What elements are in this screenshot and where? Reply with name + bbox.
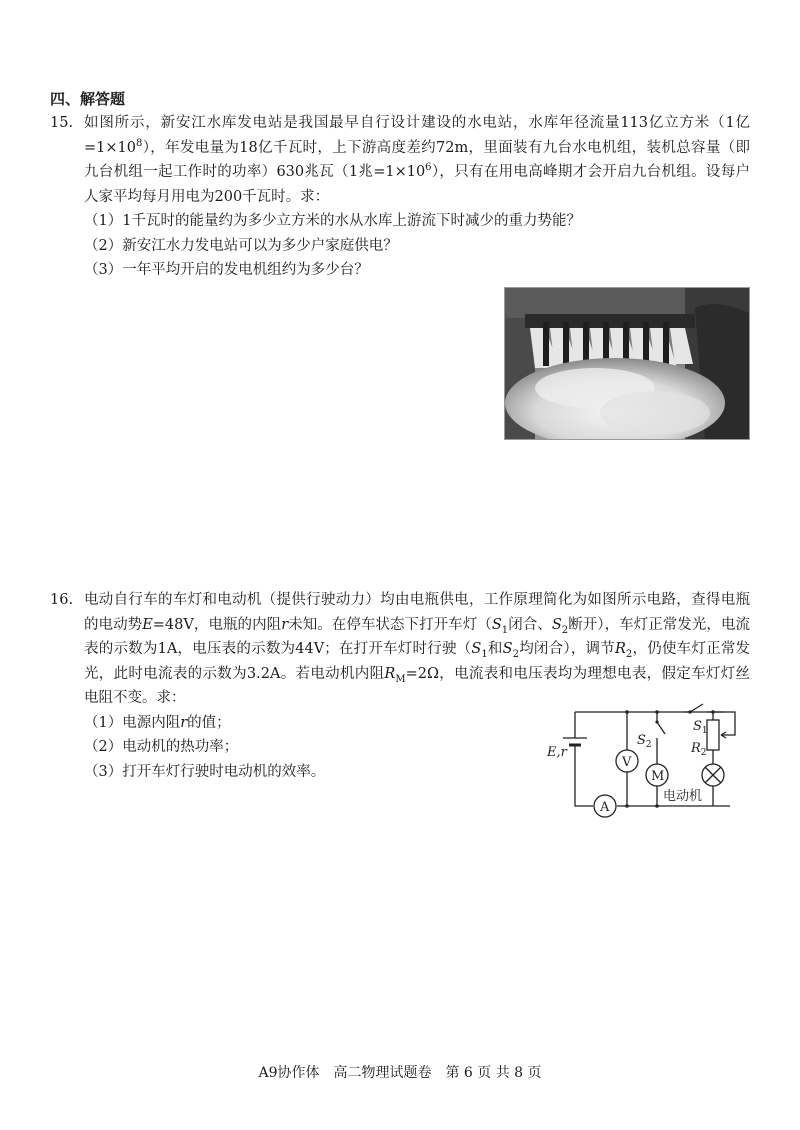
sub-question-3: （3）一年平均开启的发电机组约为多少台？ [84, 262, 369, 278]
sub-question-2: （2）电动机的热功率； [84, 739, 239, 755]
question-number: 15. [50, 115, 74, 131]
voltmeter-label: V [622, 755, 632, 770]
question-stem: 电动自行车的车灯和电动机（提供行驶动力）均由电瓶供电，工作原理简化为如图所示电路，查得电瓶的电动势E=48V，电瓶的内阻r未知。在停车状态下打开车灯（$S_1$闭合、$S_2$断开），车灯正常发光，电流表的示数为1A，电压表的示数为44V；在打开车灯时行驶（$S_1$和$S_2$均闭合），调节$R_2$，仍使车灯正常发光，此时电流表的示数为3.2A。若电动机内阻$R_M=2\Omega$，电流表和电压表均为理想电表，假定车灯灯丝电阻不变。求： [84, 592, 751, 706]
question-stem: 如图所示，新安江水库发电站是我国最早自行设计建设的水电站，水库年径流量113亿立方米（1亿$=1\times 10^8$），年发电量为18亿千瓦时，上下游高度差约72m，里面装有九台水电机组，装机总容量（即九台机组一起工作时的功率）630兆瓦（1兆$=1\times 10^6$），只有在用电高峰期才会开启九台机组。设每户人家平均每月用电为200千瓦时。求： [84, 115, 751, 205]
page-footer: A9协作体 高二物理试题卷 第 6 页 共 8 页 [258, 1065, 542, 1081]
sub-question-1: （1）1千瓦时的能量约为多少立方米的水从水库上游流下时减少的重力势能？ [84, 213, 581, 229]
ammeter-label: A [600, 800, 610, 815]
svg-text:S1: $S_1$ [693, 719, 708, 736]
motor-text: 电动机 [663, 789, 703, 804]
svg-text:R2: $R_2$ [691, 741, 707, 758]
sub-question-3: （3）打开车灯行驶时电动机的效率。 [84, 763, 326, 780]
question-15 [50, 111, 750, 283]
question-number: 16. [50, 592, 74, 608]
section-title: 四、解答题 [50, 90, 126, 108]
svg-text:E,r: E,r [547, 745, 567, 760]
motor-label: M [651, 769, 665, 784]
sub-question-1: （1）电源内阻r的值； [84, 714, 231, 731]
svg-text:S2: $S_2$ [637, 733, 652, 750]
circuit-diagram [545, 700, 755, 830]
dam-photo [504, 287, 750, 440]
sub-question-2: （2）新安江水力发电站可以为多少户家庭供电？ [84, 237, 398, 254]
